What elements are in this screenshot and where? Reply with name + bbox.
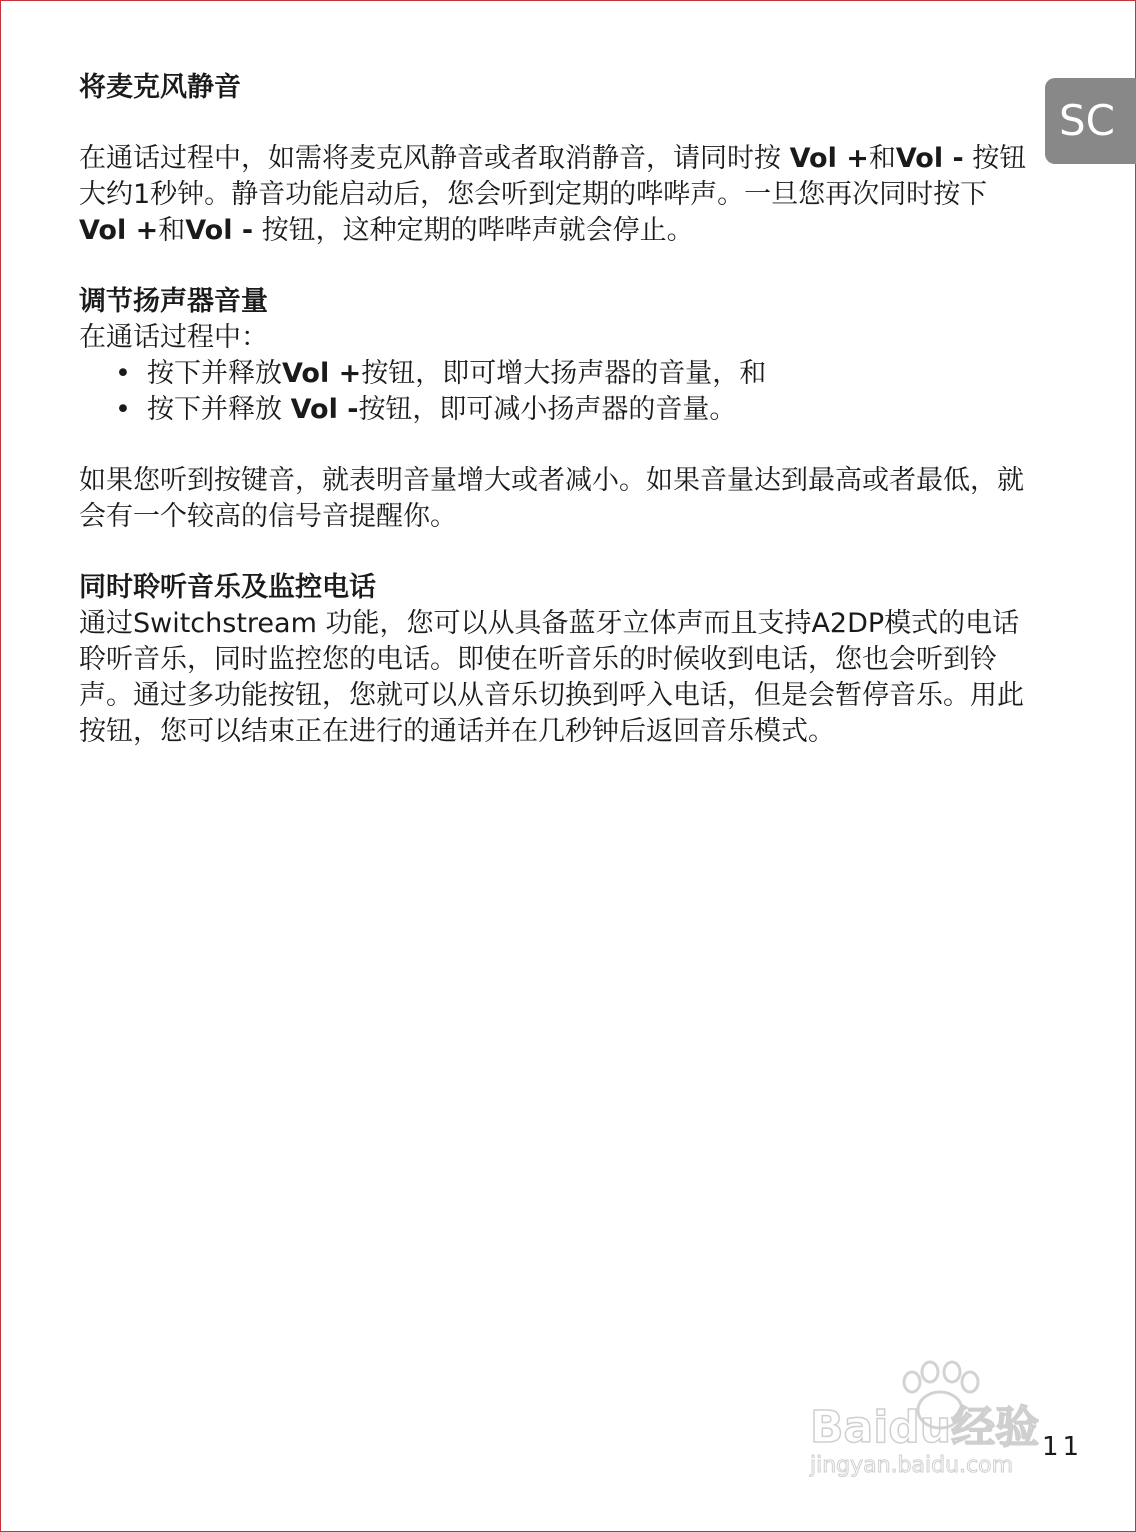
page-number: 11 xyxy=(1042,1432,1084,1462)
heading-mute-mic: 将麦克风静音 xyxy=(79,72,241,103)
bullet-volume-up: • 按下并释放Vol +按钮，即可增大扬声器的音量，和 xyxy=(115,358,767,389)
bullet-volume-down: • 按下并释放 Vol -按钮，即可减小扬声器的音量。 xyxy=(115,394,737,425)
heading-adjust-volume: 调节扬声器音量 xyxy=(79,286,268,317)
paragraph-volume-intro: 在通话过程中： xyxy=(79,322,268,353)
watermark-url: jingyan.baidu.com xyxy=(810,1453,1014,1478)
language-tab: SC xyxy=(1045,78,1136,164)
baidu-watermark xyxy=(800,1360,1080,1480)
paragraph-switchstream: 通过Switchstream 功能，您可以从具备蓝牙立体声而且支持A2DP模式的电话聆听音乐，同时监控您的电话。即使在听音乐的时候收到电话，您也会听到铃声。通过多功能按钮，您就可以从音乐切换到呼入电话，但是会暂停音乐。用此按钮，您可以结束正在进行的通话并在几秒钟后返回音乐模式。 xyxy=(79,608,1024,747)
paragraph-mute-mic: 在通话过程中，如需将麦克风静音或者取消静音，请同时按 Vol +和Vol - 按钮大约1秒钟。静音功能启动后，您会听到定期的哔哔声。一旦您再次同时按下 Vol +和Vol - 按钮，这种定期的哔哔声就会停止。 xyxy=(79,143,1027,246)
volume-bullet-list xyxy=(79,356,1039,428)
paragraph-volume-tones: 如果您听到按键音，就表明音量增大或者减小。如果音量达到最高或者最低，就会有一个较高的信号音提醒你。 xyxy=(79,465,1024,532)
document-body xyxy=(79,70,1039,750)
heading-switchstream: 同时聆听音乐及监控电话 xyxy=(79,572,376,603)
watermark-brand: Baidu经验 xyxy=(810,1402,1040,1453)
